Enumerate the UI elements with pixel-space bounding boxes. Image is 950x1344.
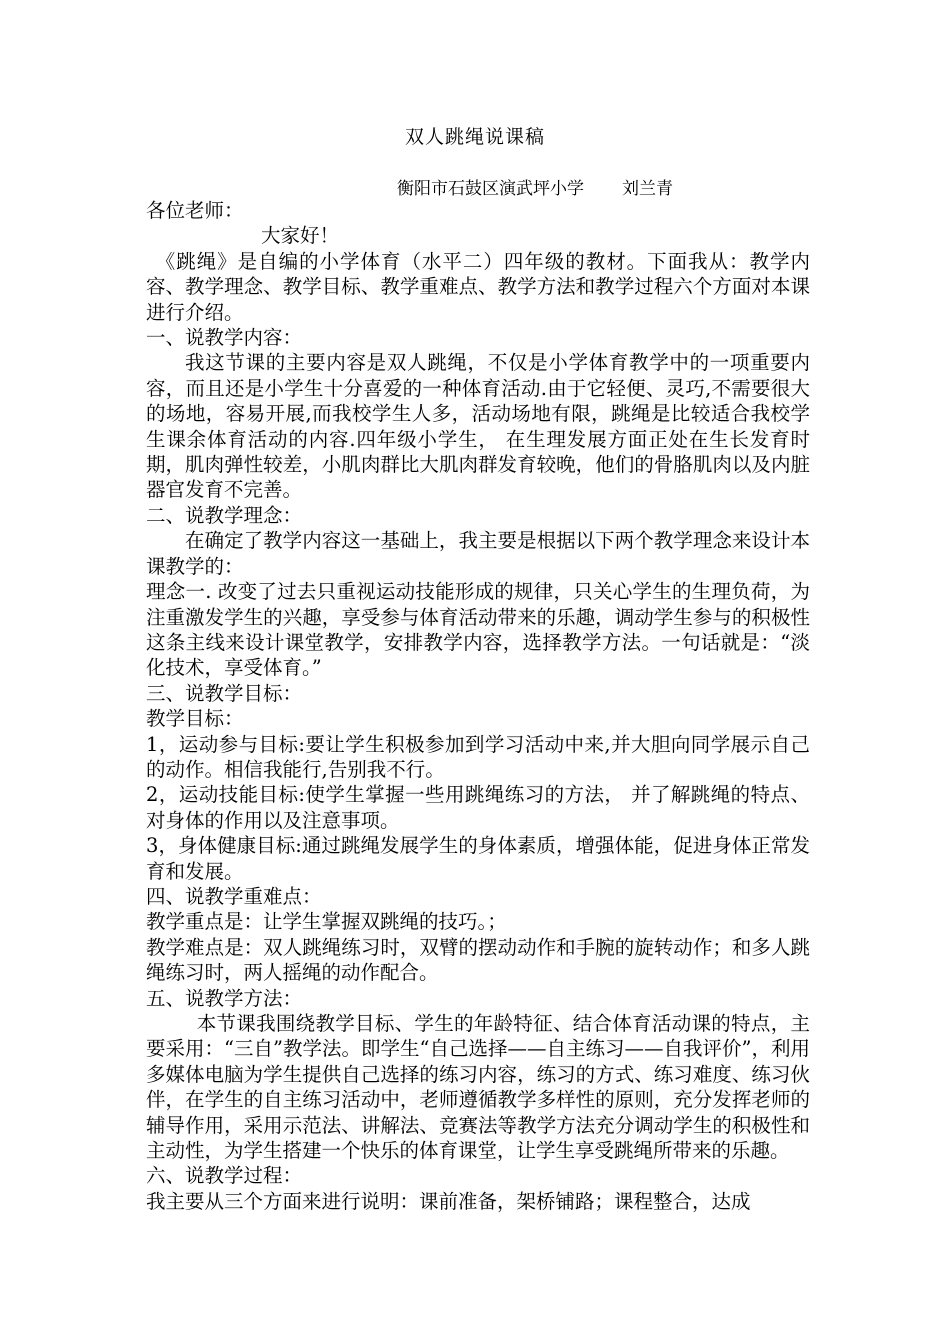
author-line	[397, 174, 673, 199]
goal-item-2: 2，运动技能目标:使学生掌握一些用跳绳练习的方法， 并了解跳绳的特点、对身体的作用以及注意事项。	[146, 783, 810, 832]
concept-one-paragraph: 理念一. 改变了过去只重视运动技能形成的规律，只关心学生的生理负荷，为注重激发学生的兴趣，享受参与体育活动带来的乐趣，调动学生参与的积极性这条主线来设计课堂教学，安排教学内容，选择教学方法。一句话就是：“淡化技术，享受体育。”	[146, 580, 810, 680]
key-point-paragraph: 教学重点是：让学生掌握双跳绳的技巧。；	[146, 910, 507, 934]
intro-paragraph: 《跳绳》是自编的小学体育（水平二）四年级的教材。下面我从：教学内容、教学理念、教学目标、教学重难点、教学方法和教学过程六个方面对本课进行介绍。	[146, 249, 810, 324]
goal-item-3: 3，身体健康目标:通过跳绳发展学生的身体素质，增强体能，促进身体正常发育和发展。	[146, 834, 810, 883]
author-name: 刘兰青	[622, 179, 673, 199]
section-heading-process: 六、说教学过程：	[146, 1164, 303, 1188]
section-heading-content: 一、说教学内容：	[146, 326, 303, 350]
goals-label: 教学目标：	[146, 707, 244, 731]
section-heading-concept: 二、说教学理念：	[146, 503, 303, 527]
section-heading-goals: 三、说教学目标：	[146, 681, 303, 705]
document-body	[146, 198, 810, 1214]
goal-item-1: 1，运动参与目标:要让学生积极参加到学习活动中来,并大胆向同学展示自己的动作。相信我能行,告别我不行。	[146, 732, 810, 781]
difficulty-paragraph: 教学难点是：双人跳绳练习时，双臂的摆动动作和手腕的旋转动作；和多人跳绳练习时，两人摇绳的动作配合。	[146, 935, 810, 985]
process-paragraph: 我主要从三个方面来进行说明：课前准备，架桥铺路；课程整合，达成	[146, 1189, 751, 1213]
concept-intro-paragraph: 在确定了教学内容这一基础上，我主要是根据以下两个教学理念来设计本课教学的：	[146, 529, 810, 578]
section-heading-methods: 五、说教学方法：	[146, 986, 303, 1010]
greeting: 大家好！	[261, 224, 340, 248]
section-heading-keypoints: 四、说教学重难点：	[146, 884, 322, 908]
content-paragraph: 我这节课的主要内容是双人跳绳，不仅是小学体育教学中的一项重要内容，而且还是小学生十分喜爱的一种体育活动.由于它轻便、灵巧,不需要很大的场地，容易开展,而我校学生人多，活动场地有限，跳绳是比较适合我校学生课余体育活动的内容.四年级小学生， 在生理发展方面正处在生长发育时期，肌肉弹性较差，小肌肉群比大肌肉群发育较晚，他们的骨胳肌肉以及内脏器官发育不完善。	[146, 351, 810, 502]
methods-paragraph: 本节课我围绕教学目标、学生的年龄特征、结合体育活动课的特点，主要采用：“三自”教学法。即学生“自己选择——自主练习——自我评价”，利用多媒体电脑为学生提供自己选择的练习内容，练习的方式、练习难度、练习伙伴，在学生的自主练习活动中，老师遵循教学多样性的原则，充分发挥老师的辅导作用，采用示范法、讲解法、竞赛法等教学方法充分调动学生的积极性和主动性，为学生搭建一个快乐的体育课堂，让学生享受跳绳所带来的乐趣。	[146, 1012, 810, 1163]
author-school: 衡阳市石鼓区演武坪小学	[397, 179, 584, 199]
salutation: 各位老师：	[146, 199, 244, 222]
document-title: 双人跳绳说课稿	[404, 126, 545, 148]
